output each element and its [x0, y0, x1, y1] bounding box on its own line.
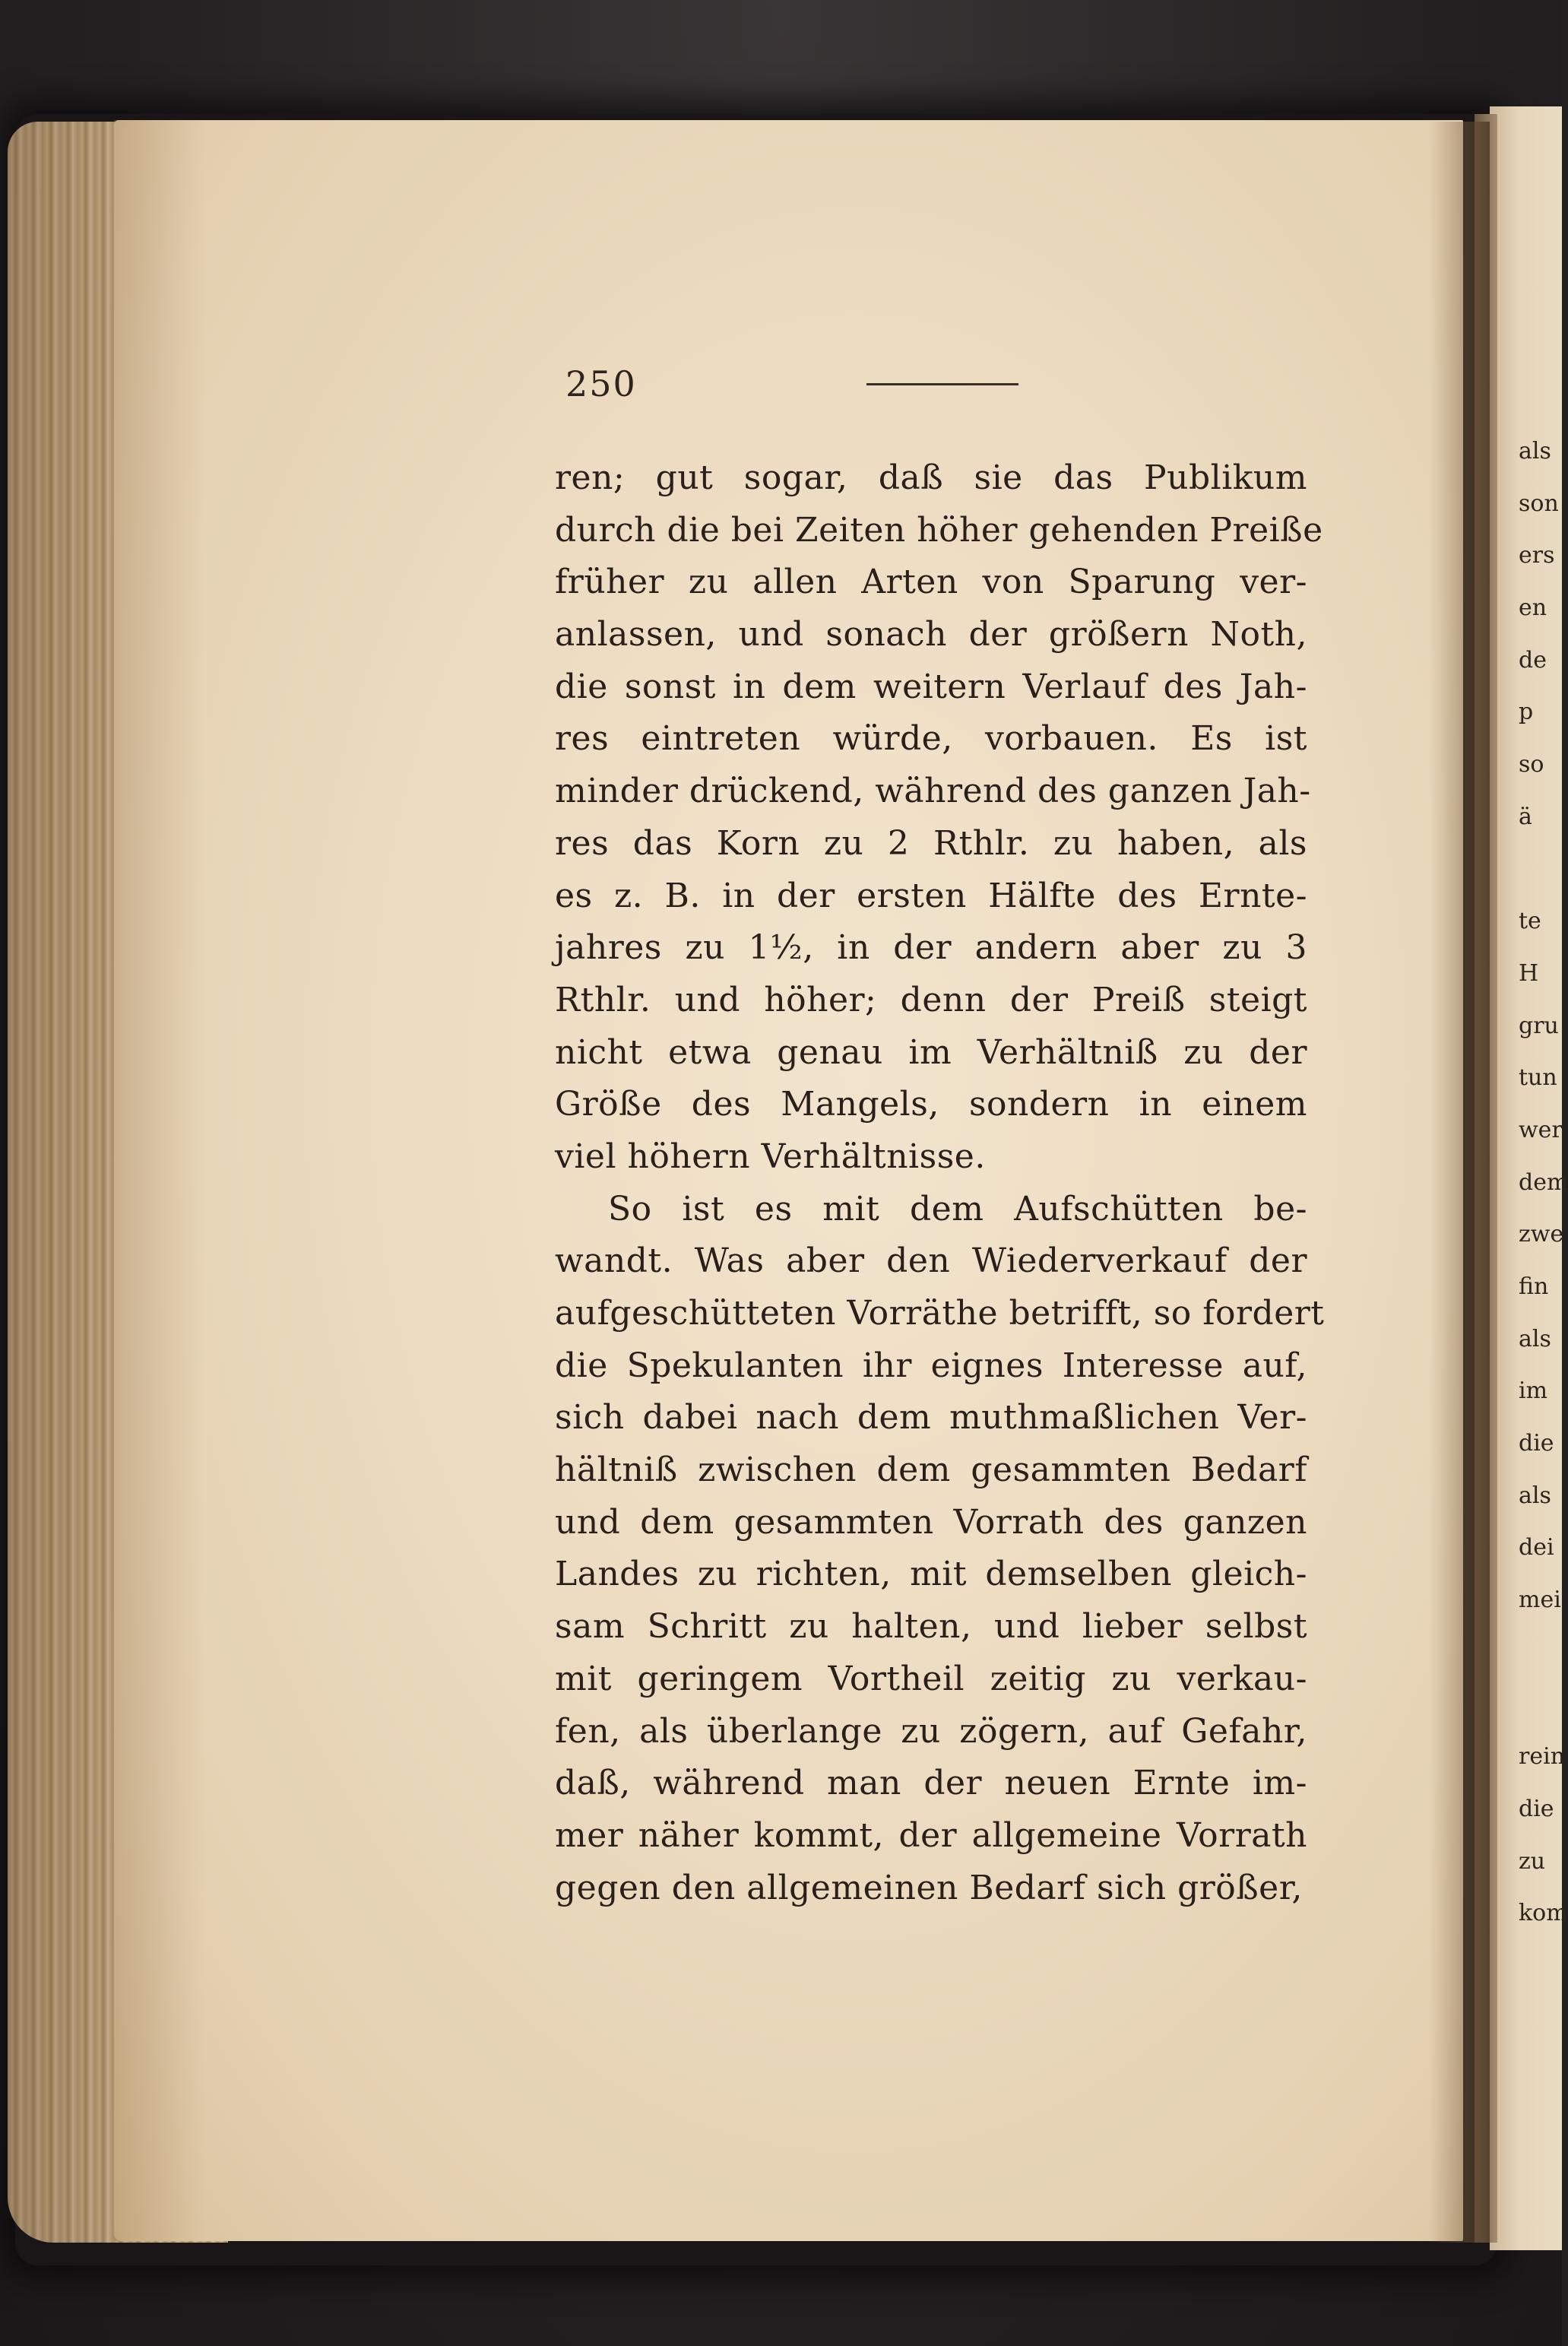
text-line: So ist es mit dem Aufschütten be- [608, 1189, 1307, 1228]
text-line: mer näher kommt, der allgemeine Vorrath [555, 1815, 1307, 1855]
facing-page-fragment [1519, 1679, 1562, 1732]
text-line: nicht etwa genau im Verhältniß zu der [555, 1032, 1307, 1072]
facing-page-fragment [1519, 844, 1562, 896]
facing-page-fragment: als [1519, 1482, 1551, 1509]
facing-page-fragment: als [1519, 1325, 1551, 1352]
text-line: minder drückend, während des ganzen Jah- [555, 772, 1311, 811]
text-line: früher zu allen Arten von Sparung ver- [555, 563, 1307, 602]
facing-page-fragment: die [1519, 1795, 1554, 1822]
facing-page-fragment: en [1519, 594, 1547, 622]
facing-page-fragment: so [1519, 751, 1544, 778]
facing-page-fragment: te [1519, 908, 1541, 935]
facing-page-fragment: ä [1519, 803, 1532, 830]
text-line: jahres zu 1½, in der andern aber zu 3 [555, 928, 1307, 968]
body-text [555, 452, 1325, 1914]
text-line: daß, während man der neuen Ernte im- [555, 1764, 1307, 1803]
text-line: sam Schritt zu halten, und lieber selbst [555, 1607, 1307, 1647]
text-line: hältniß zwischen dem gesammten Bedarf [555, 1450, 1307, 1490]
facing-page-fragment: dei [1519, 1534, 1554, 1561]
text-line: die sonst in dem weitern Verlauf des Jah- [555, 667, 1307, 706]
facing-page-fragment: gru [1519, 1012, 1559, 1039]
text-line: es z. B. in der ersten Hälfte des Ernte- [555, 876, 1307, 915]
text-line: die Spekulanten ihr eignes Interesse auf, [555, 1346, 1307, 1385]
text-line: und dem gesammten Vorrath des ganzen [555, 1502, 1307, 1542]
text-line: aufgeschütteten Vorräthe betrifft, so fordert [555, 1294, 1325, 1333]
page-number: 250 [565, 363, 637, 404]
facing-page-fragment: p [1519, 699, 1534, 726]
text-line: res eintreten würde, vorbauen. Es ist [555, 719, 1307, 759]
facing-page-fragment: son [1519, 490, 1559, 517]
facing-page-fragment: zu [1519, 1847, 1546, 1875]
text-line: wandt. Was aber den Wiederverkauf der [555, 1241, 1307, 1281]
text-line: Größe des Mangels, sondern in einem [555, 1085, 1307, 1124]
text-line: anlassen, und sonach der größern Noth, [555, 615, 1307, 655]
facing-page-fragment: im [1519, 1377, 1548, 1405]
facing-page-fragment: als [1519, 438, 1551, 464]
text-line: fen, als überlange zu zögern, auf Gefahr, [555, 1711, 1307, 1751]
facing-page-fragment: die [1519, 1430, 1554, 1457]
text-line: sich dabei nach dem muthmaßlichen Ver- [555, 1398, 1307, 1438]
facing-page-fragment: wer [1519, 1116, 1563, 1143]
text-line: gegen den allgemeinen Bedarf sich größer, [555, 1868, 1303, 1907]
facing-page-fragment: H [1519, 959, 1539, 987]
facing-page-text [1519, 426, 1568, 1940]
text-line: mit geringem Vortheil zeitig zu verkau- [555, 1659, 1307, 1698]
facing-page-fragment: tun [1519, 1064, 1557, 1092]
facing-page-fragment: dem [1519, 1168, 1568, 1196]
text-line: durch die bei Zeiten höher gehenden Preiße [555, 510, 1323, 550]
page-gutter [1429, 122, 1490, 2243]
facing-page-fragment: rein [1519, 1743, 1566, 1771]
text-line: Landes zu richten, mit demselben gleich- [555, 1555, 1307, 1594]
facing-page-fragment: mei [1519, 1587, 1561, 1614]
text-line: viel höhern Verhältnisse. [555, 1137, 986, 1176]
text-line: ren; gut sogar, daß sie das Publikum [555, 458, 1307, 497]
facing-page-fragment: ers [1519, 542, 1555, 569]
facing-page-fragment: zwe [1519, 1221, 1564, 1248]
text-line: Rthlr. und höher; denn der Preiß steigt [555, 980, 1307, 1019]
facing-page-fragment [1519, 1627, 1562, 1679]
page-header [565, 363, 1326, 417]
text-line: res das Korn zu 2 Rthlr. zu haben, als [555, 823, 1307, 863]
facing-page-fragment: kom [1519, 1900, 1568, 1927]
facing-page-fragment: fin [1519, 1273, 1549, 1300]
header-rule [866, 383, 1018, 385]
facing-page-fragment: de [1519, 646, 1547, 674]
